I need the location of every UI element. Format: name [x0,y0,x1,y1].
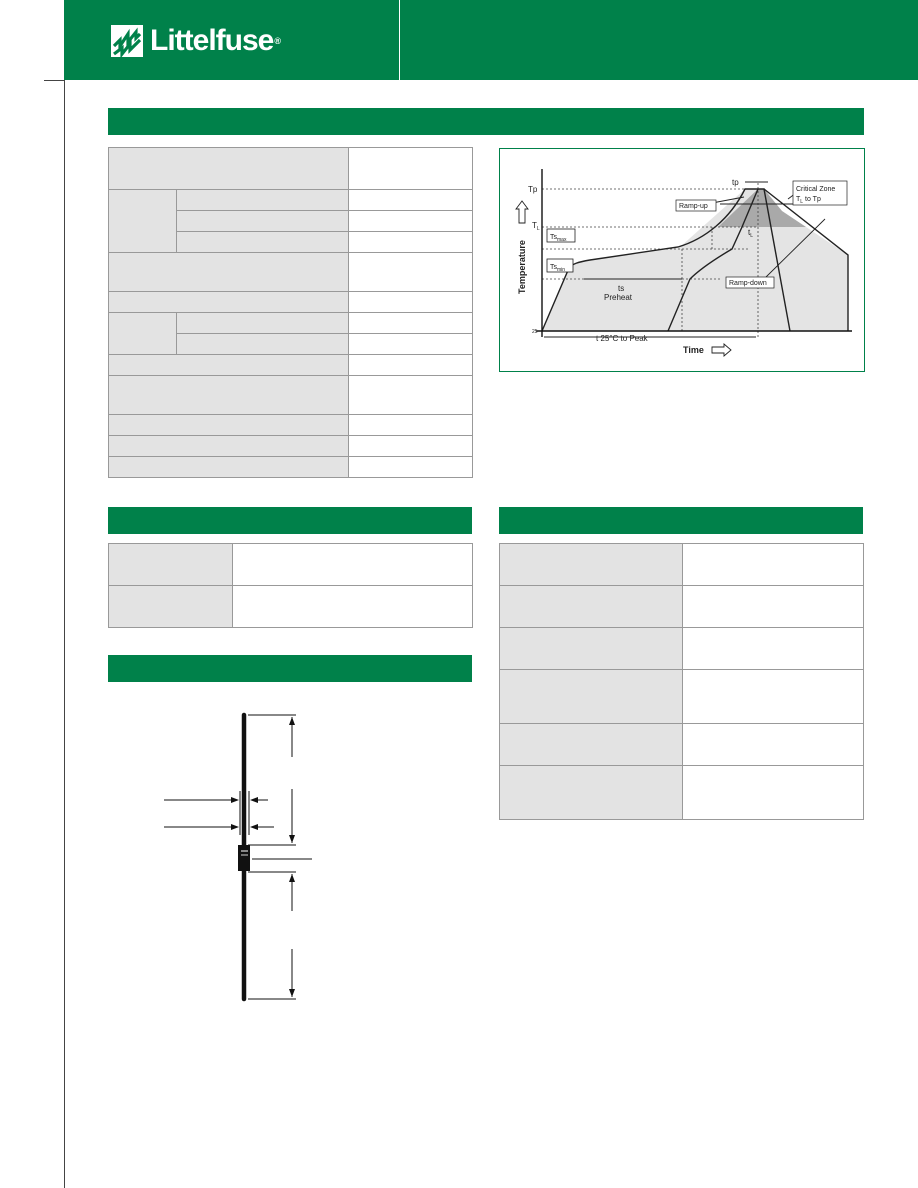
table-cell [683,544,864,586]
table-cell [500,724,683,766]
table-cell [500,766,683,820]
table-row [109,544,473,586]
table-row [500,628,864,670]
table-cell [109,148,349,190]
label-critical-range: $T_L$ to Tp [796,196,821,205]
y-axis-arrow-icon [516,201,528,223]
table-cell [177,232,349,253]
table-cell [177,313,349,334]
reflow-parameters-table [108,147,473,478]
section-bar-dimensions [108,655,472,682]
table-cell [233,544,473,586]
table-cell [109,376,349,415]
table-cell [109,313,177,355]
table-cell [109,190,177,253]
table-row [109,415,473,436]
brand-logo [110,24,280,58]
table-cell [683,670,864,724]
table-row [109,436,473,457]
table-cell [683,724,864,766]
table-row [500,544,864,586]
table-cell [683,586,864,628]
table-cell [177,211,349,232]
table-cell [349,211,473,232]
table-row [500,724,864,766]
table-row [109,190,473,211]
label-tp-time: tp [732,178,739,187]
section-bar-left-middle [108,507,472,534]
label-tp-level: Tp [528,185,538,194]
table-row [109,457,473,478]
table-cell [349,190,473,211]
table-cell [349,436,473,457]
table-row [109,376,473,415]
table-cell [500,628,683,670]
label-ramp-down: Ramp-down [729,280,767,287]
table-row [109,292,473,313]
table-row [109,313,473,334]
table-row [109,586,473,628]
table-cell [349,292,473,313]
table-row [109,355,473,376]
label-ts-time: ts [618,284,625,293]
table-cell [177,334,349,355]
label-critical-zone: Critical Zone [796,186,836,193]
table-cell [349,334,473,355]
header-divider [399,0,400,80]
label-ts-min: $Ts_{min}$ [550,264,566,273]
left-margin-rule [64,80,65,1188]
table-cell [349,457,473,478]
label-tl-level: $T_L$ [532,221,540,232]
label-baseline: 25 [532,329,538,335]
table-cell [233,586,473,628]
table-cell [177,190,349,211]
table-cell [349,232,473,253]
table-row [500,586,864,628]
label-tl-time: $t_L$ [748,228,754,239]
reflow-profile-svg [500,149,864,371]
littelfuse-logo-icon [110,24,144,58]
x-axis-arrow-icon [712,344,731,356]
label-t-peak: t 25°C to Peak [596,334,648,343]
label-preheat: Preheat [604,293,633,302]
table-row [500,766,864,820]
x-axis-title: Time [683,345,704,355]
label-ramp-up: Ramp-up [679,203,708,210]
table-cell [109,292,349,313]
table-cell [349,415,473,436]
table-cell [109,355,349,376]
table-row [109,148,473,190]
table-cell [109,436,349,457]
table-row [109,253,473,292]
table-cell [683,766,864,820]
label-ts-max: $Ts_{max}$ [550,234,567,243]
table-cell [109,586,233,628]
brand-name: Littelfuse® [150,24,280,57]
table-cell [349,355,473,376]
table-cell [500,670,683,724]
axial-component-drawing [150,705,330,1015]
table-cell [500,544,683,586]
table-cell [109,544,233,586]
table-cell [683,628,864,670]
table-cell [349,313,473,334]
table-cell [349,376,473,415]
table-cell [349,253,473,292]
section-bar-right-middle [499,507,863,534]
y-axis-title: Temperature [517,240,527,294]
table-cell [500,586,683,628]
section-bar-soldering [108,108,864,135]
left-info-table [108,543,473,628]
table-cell [109,457,349,478]
table-row [500,670,864,724]
table-cell [109,415,349,436]
corner-rule [44,80,65,81]
table-cell [349,148,473,190]
table-cell [109,253,349,292]
right-info-table [499,543,864,820]
reflow-profile-chart [499,148,865,372]
component-body [238,845,250,871]
